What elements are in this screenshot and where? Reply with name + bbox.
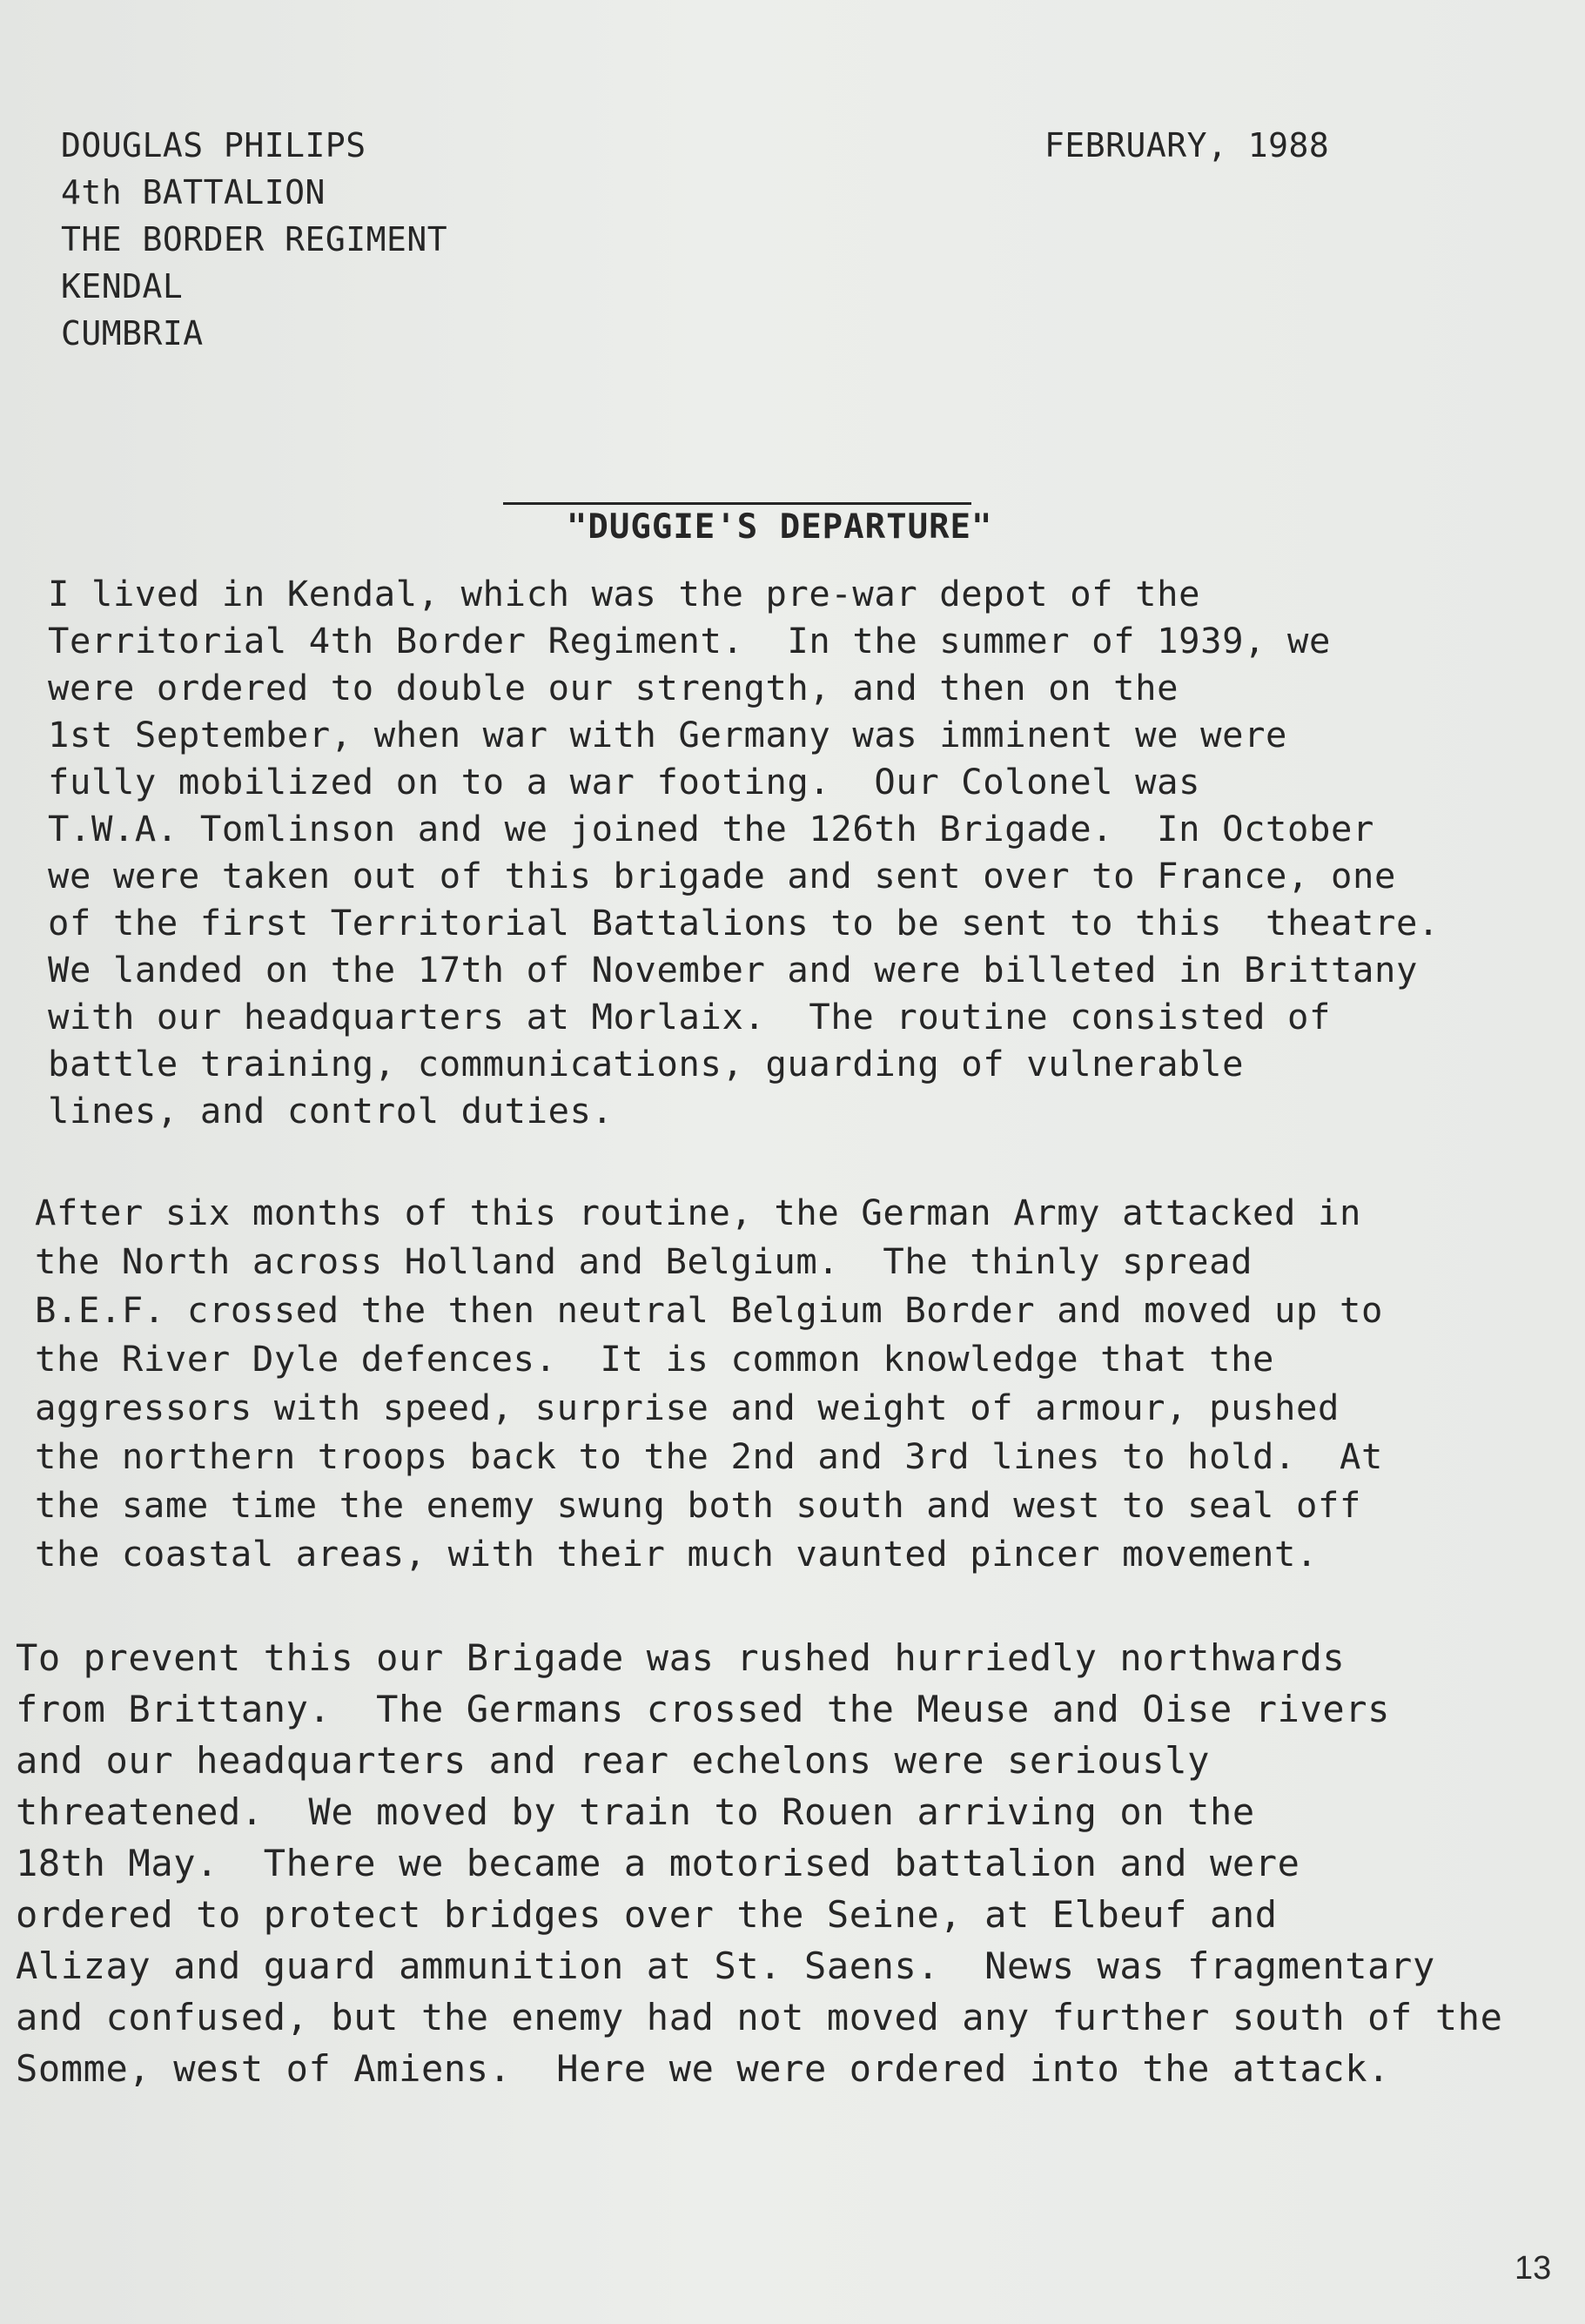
text-line: We landed on the 17th of November and were billeted in Brittany [48, 949, 1418, 991]
text-line: fully mobilized on to a war footing. Our Colonel was [48, 761, 1201, 803]
address-line: THE BORDER REGIMENT [61, 220, 448, 259]
text-line: 1st September, when war with Germany was imminent we were [48, 714, 1288, 756]
paragraph-1 [48, 570, 1440, 1134]
address-line: CUMBRIA [61, 314, 204, 353]
text-line: of the first Territorial Battalions to be sent to this theatre. [48, 902, 1440, 944]
text-line: B.E.F. crossed the then neutral Belgium Border and moved up to [35, 1289, 1383, 1331]
text-line: the North across Holland and Belgium. The thinly spread [35, 1240, 1253, 1282]
text-line: the same time the enemy swung both south and west to seal off [35, 1484, 1361, 1526]
address-line: KENDAL [61, 267, 184, 306]
text-line: we were taken out of this brigade and sent over to France, one [48, 855, 1396, 897]
text-line: lines, and control duties. [48, 1090, 614, 1132]
document-title: "DUGGIE'S DEPARTURE" [566, 507, 993, 547]
text-line: Somme, west of Amiens. Here we were ordered into the attack. [16, 2047, 1391, 2090]
paragraph-3 [16, 1632, 1502, 2094]
text-line: ordered to protect bridges over the Seine, at Elbeuf and [16, 1893, 1278, 1936]
text-line: After six months of this routine, the German Army attacked in [35, 1192, 1361, 1233]
text-line: with our headquarters at Morlaix. The routine consisted of [48, 996, 1331, 1038]
paragraph-2 [35, 1188, 1383, 1578]
text-line: from Brittany. The Germans crossed the Meuse and Oise rivers [16, 1688, 1391, 1730]
text-line: battle training, communications, guarding of vulnerable [48, 1043, 1245, 1085]
text-line: threatened. We moved by train to Rouen arriving on the [16, 1790, 1255, 1833]
text-line: the coastal areas, with their much vaunted pincer movement. [35, 1533, 1318, 1575]
text-line: 18th May. There we became a motorised battalion and were [16, 1842, 1300, 1884]
text-line: I lived in Kendal, which was the pre-war depot of the [48, 573, 1201, 615]
text-line: aggressors with speed, surprise and weight of armour, pushed [35, 1387, 1340, 1428]
text-line: the River Dyle defences. It is common knowledge that the [35, 1338, 1275, 1380]
text-line: Territorial 4th Border Regiment. In the summer of 1939, we [48, 620, 1331, 662]
address-line: DOUGLAS PHILIPS [61, 126, 366, 165]
text-line: To prevent this our Brigade was rushed hurriedly northwards [16, 1636, 1346, 1679]
document-date: FEBRUARY, 1988 [1044, 126, 1330, 165]
text-line: were ordered to double our strength, and then on the [48, 667, 1179, 709]
text-line: T.W.A. Tomlinson and we joined the 126th Brigade. In October [48, 808, 1374, 850]
page-number: 13 [1514, 2250, 1552, 2287]
text-line: and our headquarters and rear echelons were seriously [16, 1739, 1210, 1782]
text-line: and confused, but the enemy had not moved any further south of the [16, 1996, 1503, 2039]
address-line: 4th BATTALION [61, 173, 326, 212]
sender-address [61, 122, 447, 357]
text-line: the northern troops back to the 2nd and 3rd lines to hold. At [35, 1435, 1383, 1477]
text-line: Alizay and guard ammunition at St. Saens. News was fragmentary [16, 1945, 1435, 1987]
title-underline [503, 502, 971, 505]
